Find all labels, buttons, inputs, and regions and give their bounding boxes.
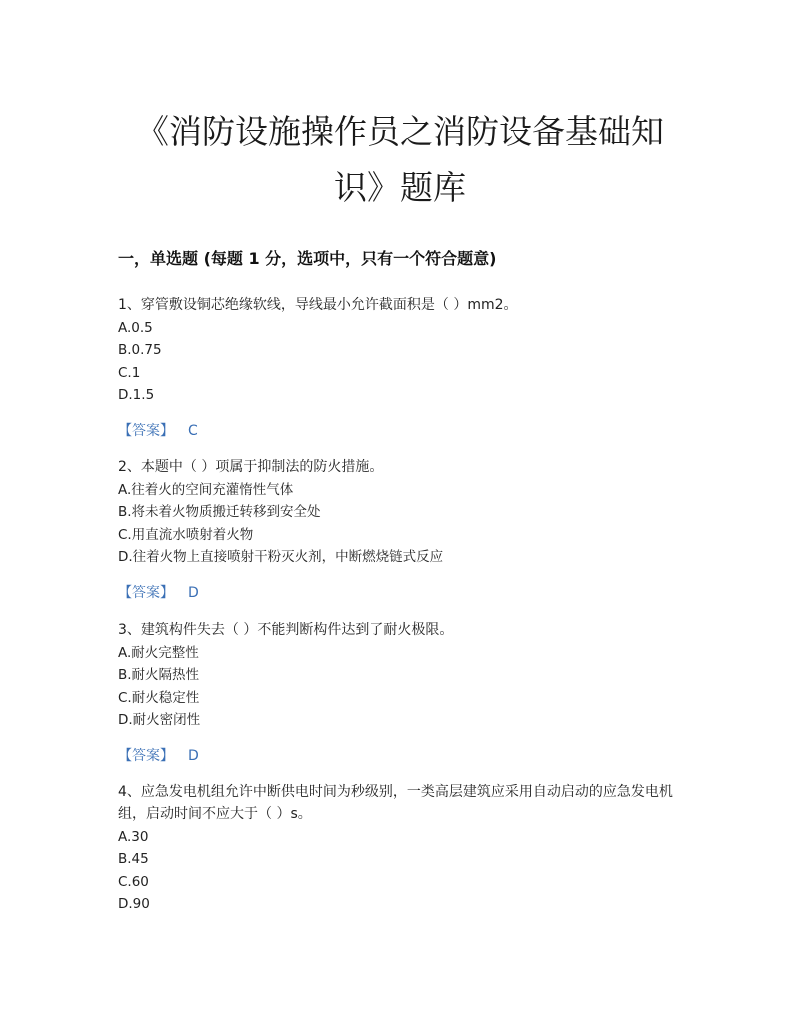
option-d: D.1.5: [118, 386, 155, 403]
answer-label: 【答案】: [118, 585, 174, 601]
option-c: C.60: [118, 873, 149, 890]
option-a: A.0.5: [118, 320, 153, 336]
option-b: B.0.75: [118, 342, 162, 359]
answer-value: C: [188, 423, 198, 439]
option-d: D.往着火物上直接喷射干粉灭火剂，中断燃烧链式反应: [118, 548, 444, 565]
document-title-line-1: 《消防设施操作员之消防设备基础知: [136, 112, 664, 151]
option-d: D.耐火密闭性: [118, 711, 201, 728]
answer-value: D: [188, 585, 199, 601]
option-b: B.将未着火物质搬迁转移到安全处: [118, 504, 321, 521]
option-a: A.30: [118, 829, 149, 845]
option-c: C.1: [118, 364, 141, 381]
answer-2: [118, 582, 199, 602]
answer-label: 【答案】: [118, 748, 174, 764]
answer-3: [118, 745, 199, 765]
option-a: A.耐火完整性: [118, 645, 199, 661]
answer-label: 【答案】: [118, 423, 174, 439]
question-1: [118, 294, 688, 406]
question-4: [118, 781, 688, 915]
section-heading: 一，单选题 (每题 1 分，选项中，只有一个符合题意): [118, 249, 497, 268]
answer-value: D: [188, 748, 199, 764]
option-b: B.45: [118, 851, 149, 868]
question-stem: 2、本题中（ ）项属于抑制法的防火措施。: [118, 459, 384, 475]
answer-1: [118, 420, 198, 440]
document-title: [100, 104, 700, 216]
question-stem: 4、应急发电机组允许中断供电时间为秒级别，一类高层建筑应采用自动启动的应急发电机组，启动时间不应大于（ ）s。: [118, 784, 673, 822]
question-stem: 3、建筑构件失去（ ）不能判断构件达到了耐火极限。: [118, 622, 454, 638]
option-d: D.90: [118, 895, 150, 912]
question-stem: 1、穿管敷设铜芯绝缘软线，导线最小允许截面积是（ ）mm2。: [118, 297, 518, 313]
option-b: B.耐火隔热性: [118, 667, 200, 684]
option-c: C.用直流水喷射着火物: [118, 526, 254, 543]
document-title-line-2: 识》题库: [334, 168, 466, 207]
option-c: C.耐火稳定性: [118, 689, 200, 706]
option-a: A.往着火的空间充灌惰性气体: [118, 482, 294, 498]
question-2: [118, 456, 688, 568]
question-3: [118, 619, 688, 731]
